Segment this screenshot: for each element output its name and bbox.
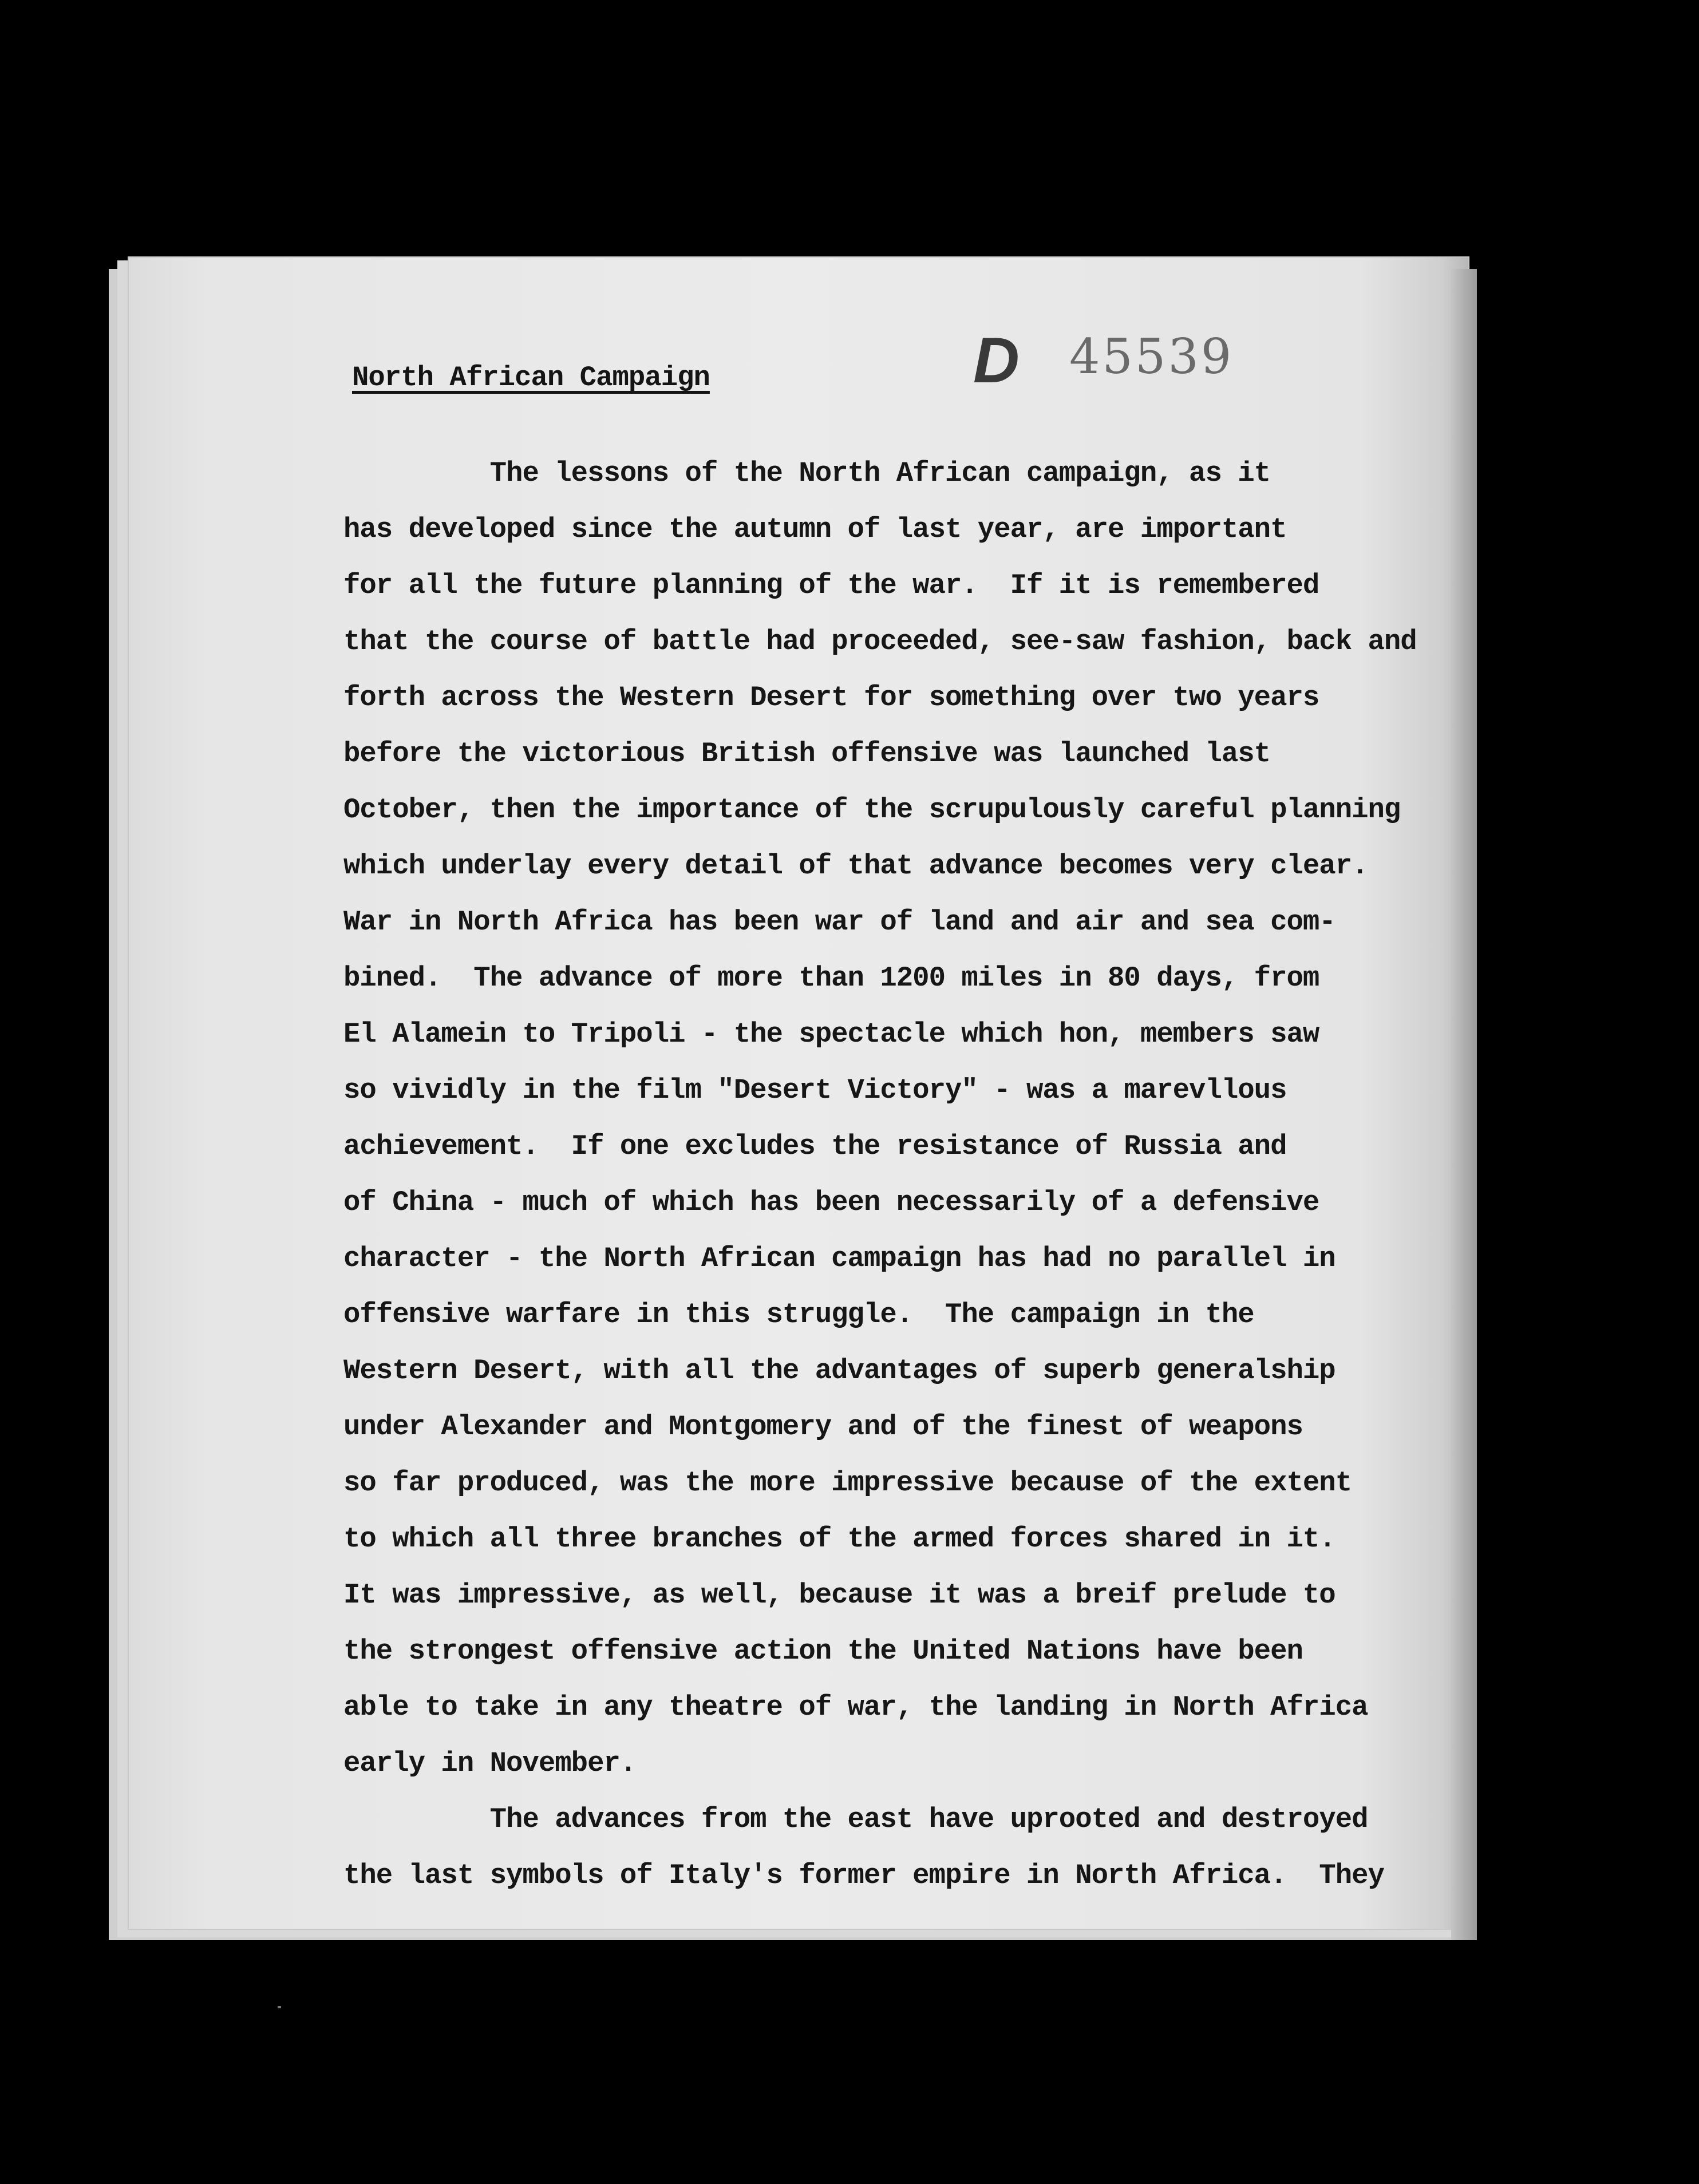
- text-line: Western Desert, with all the advantages of superb generalship: [343, 1355, 1336, 1387]
- text-line: before the victorious British offensive was launched last: [343, 738, 1271, 770]
- text-line: of China - much of which has been necessarily of a defensive: [343, 1186, 1319, 1218]
- text-line: that the course of battle had proceeded, see-saw fashion, back and: [343, 626, 1417, 658]
- text-line: War in North Africa has been war of land and air and sea com-: [343, 906, 1336, 938]
- text-line: under Alexander and Montgomery and of the finest of weapons: [343, 1411, 1303, 1443]
- body-text: [343, 445, 1477, 1904]
- text-line: It was impressive, as well, because it was a breif prelude to: [343, 1579, 1336, 1611]
- text-line: which underlay every detail of that advance becomes very clear.: [343, 850, 1368, 882]
- text-line: offensive warfare in this struggle. The campaign in the: [343, 1299, 1254, 1331]
- text-line: The advances from the east have uprooted and destroyed: [343, 1803, 1368, 1835]
- document-title: North African Campaign: [352, 362, 710, 394]
- text-line: the last symbols of Italy's former empire in North Africa. They: [343, 1859, 1384, 1892]
- text-line: character - the North African campaign has had no parallel in: [343, 1243, 1336, 1275]
- text-line: to which all three branches of the armed forces shared in it.: [343, 1523, 1336, 1555]
- text-line: achievement. If one excludes the resistance of Russia and: [343, 1130, 1287, 1162]
- text-line: so vividly in the film "Desert Victory" - was a marevllous: [343, 1074, 1287, 1106]
- text-line: able to take in any theatre of war, the landing in North Africa: [343, 1691, 1368, 1723]
- text-line: so far produced, was the more impressive because of the extent: [343, 1467, 1352, 1499]
- text-line: the strongest offensive action the United Nations have been: [343, 1635, 1303, 1667]
- stamp-letter: D: [973, 325, 1021, 396]
- text-line: early in November.: [343, 1747, 637, 1779]
- stamp-number: 45539: [1069, 329, 1234, 385]
- text-line: has developed since the autumn of last year, are important: [343, 513, 1287, 545]
- text-line: for all the future planning of the war. If it is remembered: [343, 569, 1319, 602]
- scan-speck: [278, 2006, 281, 2008]
- text-line: October, then the importance of the scrupulously careful planning: [343, 794, 1401, 826]
- text-line: bined. The advance of more than 1200 miles in 80 days, from: [343, 962, 1319, 994]
- archive-stamp: [973, 323, 1234, 397]
- text-line: The lessons of the North African campaign, as it: [343, 457, 1271, 489]
- text-line: El Alamein to Tripoli - the spectacle which hon, members saw: [343, 1018, 1319, 1050]
- text-line: forth across the Western Desert for something over two years: [343, 682, 1319, 714]
